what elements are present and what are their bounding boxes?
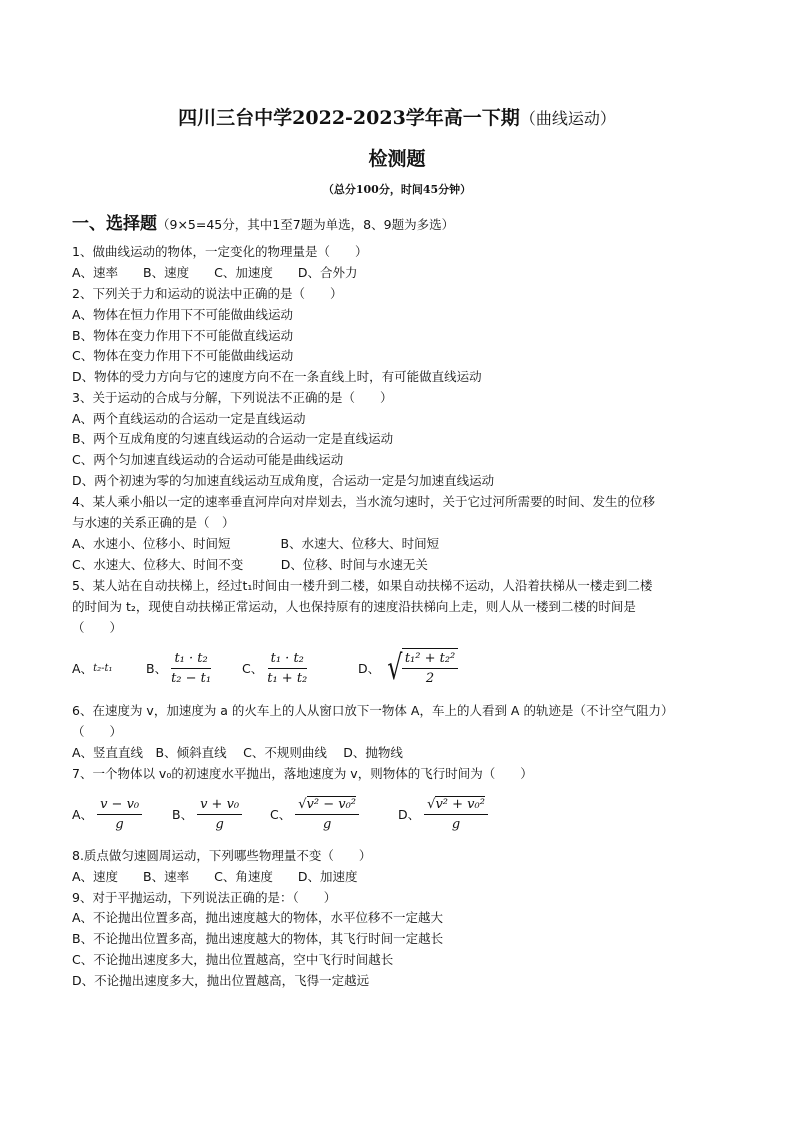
q5-option-d-label: D、 bbox=[358, 661, 381, 676]
q5-option-d bbox=[358, 644, 458, 692]
question-2-option-b: B、物体在变力作用下不可能做直线运动 bbox=[72, 328, 294, 343]
section-name: 一、选择题 bbox=[72, 214, 157, 234]
q5-option-a-label: A、 bbox=[72, 661, 94, 676]
q7-option-d-denominator: g bbox=[451, 816, 461, 832]
q7-option-c-radicand: v² − v₀² bbox=[306, 796, 357, 812]
question-5-formula-options bbox=[72, 644, 772, 692]
question-6-line1: 6、在速度为 v，加速度为 a 的火车上的人从窗口放下一物体 A，车上的人看到 A 的轨迹是（不计空气阻力） bbox=[72, 703, 674, 718]
question-2-option-c: C、物体在变力作用下不可能做曲线运动 bbox=[72, 348, 294, 363]
question-2-option-a: A、物体在恒力作用下不可能做曲线运动 bbox=[72, 307, 294, 322]
question-1: 1、做曲线运动的物体，一定变化的物理量是（ ） bbox=[72, 244, 368, 259]
question-5-line2: 的时间为 t₂，现使自动扶梯正常运动，人也保持原有的速度沿扶梯向上走，则人从一楼到二楼的时间是 bbox=[72, 599, 636, 614]
question-5-line3: （ ） bbox=[72, 620, 123, 635]
question-9: 9、对于平抛运动，下列说法正确的是：（ ） bbox=[72, 890, 337, 905]
q7-option-d-label: D、 bbox=[398, 807, 421, 822]
q5-option-b-denominator: t₂ − t₁ bbox=[171, 670, 212, 686]
q7-option-d bbox=[398, 790, 488, 838]
question-2-option-d: D、物体的受力方向与它的速度方向不在一条直线上时，有可能做直线运动 bbox=[72, 369, 482, 384]
q5-option-b-label: B、 bbox=[146, 661, 168, 676]
q7-option-b-numerator: v + v₀ bbox=[197, 797, 242, 815]
exam-title-line2: 检测题 bbox=[368, 148, 426, 170]
section-desc: （9×5=45分，其中1至7题为单选，8、9题为多选） bbox=[157, 217, 455, 232]
question-9-option-b: B、不论抛出位置多高，抛出速度越大的物体，其飞行时间一定越长 bbox=[72, 931, 444, 946]
q7-option-a-fraction bbox=[97, 797, 142, 832]
question-7: 7、一个物体以 v₀的初速度水平抛出，落地速度为 v，则物体的飞行时间为（ ） bbox=[72, 766, 533, 781]
q7-option-c-numerator bbox=[295, 797, 359, 815]
q7-option-a-numerator: v − v₀ bbox=[97, 797, 142, 815]
q5-option-c-denominator: t₁ + t₂ bbox=[267, 670, 308, 686]
section-heading bbox=[72, 209, 454, 234]
q7-option-a-label: A、 bbox=[72, 807, 94, 822]
question-4-line2: 与水速的关系正确的是（ ） bbox=[72, 515, 235, 530]
q7-option-c-fraction bbox=[295, 797, 359, 832]
q5-option-c-label: C、 bbox=[242, 661, 264, 676]
q7-option-d-fraction bbox=[424, 797, 488, 832]
question-8-options: A、速度 B、速率 C、角速度 D、加速度 bbox=[72, 869, 358, 884]
question-3-option-a: A、两个直线运动的合运动一定是直线运动 bbox=[72, 411, 306, 426]
q7-option-b-fraction bbox=[197, 797, 242, 832]
question-4-line1: 4、某人乘小船以一定的速率垂直河岸向对岸划去，当水流匀速时，关于它过河所需要的时间、发生的位移 bbox=[72, 494, 655, 509]
question-3: 3、关于运动的合成与分解，下列说法不正确的是（ ） bbox=[72, 390, 393, 405]
question-9-option-a: A、不论抛出位置多高，抛出速度越大的物体，水平位移不一定越大 bbox=[72, 910, 444, 925]
q7-option-a bbox=[72, 790, 142, 838]
title-sub: （曲线运动） bbox=[519, 109, 616, 128]
q5-option-d-denominator: 2 bbox=[425, 671, 435, 686]
q5-option-c bbox=[242, 644, 307, 692]
question-8: 8.质点做匀速圆周运动，下列哪些物理量不变（ ） bbox=[72, 848, 372, 863]
sqrt-radical-icon: √ bbox=[298, 796, 307, 812]
exam-note: （总分100分，时间45分钟） bbox=[322, 183, 472, 196]
question-4-options-ab: A、水速小、位移小、时间短 B、水速大、位移大、时间短 bbox=[72, 536, 440, 551]
q7-option-c-denominator: g bbox=[322, 816, 332, 832]
question-5-line1: 5、某人站在自动扶梯上，经过t₁时间由一楼升到二楼，如果自动扶梯不运动，人沿着扶梯从一楼走到二楼 bbox=[72, 578, 653, 593]
q7-option-d-numerator bbox=[424, 797, 488, 815]
q5-option-c-fraction bbox=[267, 651, 307, 686]
sqrt-radical-icon: √ bbox=[387, 648, 403, 688]
q7-option-b bbox=[172, 790, 242, 838]
question-7-formula-options bbox=[72, 790, 772, 838]
q5-option-b-numerator: t₁ · t₂ bbox=[171, 651, 210, 669]
q5-option-b bbox=[146, 644, 211, 692]
title-main: 四川三台中学2022-2023学年高一下期 bbox=[178, 107, 520, 129]
q5-option-d-numerator: t₁² + t₂² bbox=[402, 651, 458, 669]
q7-option-c bbox=[270, 790, 359, 838]
q5-option-a-expr: t₂-t₁ bbox=[93, 662, 113, 674]
q5-option-d-sqrt bbox=[384, 648, 458, 688]
exam-title bbox=[0, 104, 794, 133]
question-3-option-c: C、两个匀加速直线运动的合运动可能是曲线运动 bbox=[72, 452, 344, 467]
q7-option-d-radicand: v² + v₀² bbox=[435, 796, 485, 812]
question-3-option-b: B、两个互成角度的匀速直线运动的合运动一定是直线运动 bbox=[72, 431, 394, 446]
q5-option-b-fraction bbox=[171, 651, 211, 686]
q5-option-a bbox=[72, 644, 113, 692]
question-2: 2、下列关于力和运动的说法中正确的是（ ） bbox=[72, 286, 343, 301]
question-3-option-d: D、两个初速为零的匀加速直线运动互成角度，合运动一定是匀加速直线运动 bbox=[72, 473, 495, 488]
q5-option-c-numerator: t₁ · t₂ bbox=[268, 651, 307, 669]
q7-option-b-denominator: g bbox=[215, 816, 224, 832]
sqrt-radical-icon: √ bbox=[427, 796, 436, 812]
question-9-option-d: D、不论抛出速度多大，抛出位置越高，飞得一定越远 bbox=[72, 973, 370, 988]
q7-option-b-label: B、 bbox=[172, 807, 194, 822]
question-1-options: A、速率 B、速度 C、加速度 D、合外力 bbox=[72, 265, 358, 280]
q5-option-d-fraction bbox=[402, 651, 458, 686]
question-6-options: A、竖直直线 B、倾斜直线 C、不规则曲线 D、抛物线 bbox=[72, 745, 403, 760]
q7-option-a-denominator: g bbox=[115, 816, 124, 832]
question-4-options-cd: C、水速大、位移大、时间不变 D、位移、时间与水速无关 bbox=[72, 557, 428, 572]
question-9-option-c: C、不论抛出速度多大，抛出位置越高，空中飞行时间越长 bbox=[72, 952, 394, 967]
q7-option-c-label: C、 bbox=[270, 807, 292, 822]
question-6-line2: （ ） bbox=[72, 724, 123, 739]
